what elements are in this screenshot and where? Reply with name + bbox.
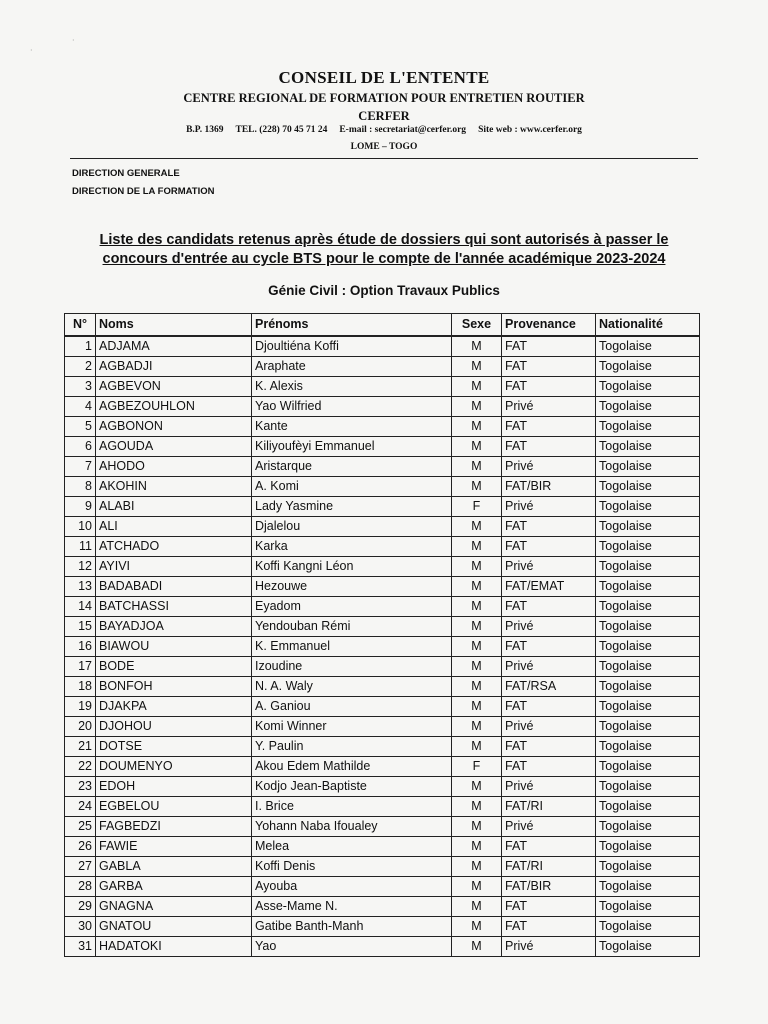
table-row — [65, 457, 700, 477]
row-number: 22 — [65, 757, 96, 777]
candidate-surname: EDOH — [96, 777, 252, 797]
candidate-provenance: Privé — [502, 937, 596, 957]
table-row — [65, 377, 700, 397]
table-row — [65, 657, 700, 677]
candidate-firstname: Kiliyoufèyi Emmanuel — [252, 437, 452, 457]
table-row — [65, 917, 700, 937]
candidate-firstname: Yendouban Rémi — [252, 617, 452, 637]
candidate-sex: M — [452, 817, 502, 837]
candidate-firstname: Eyadom — [252, 597, 452, 617]
candidate-sex: M — [452, 917, 502, 937]
candidate-surname: AGBADJI — [96, 357, 252, 377]
table-row — [65, 677, 700, 697]
table-row — [65, 336, 700, 357]
candidate-firstname: A. Ganiou — [252, 697, 452, 717]
candidate-sex: M — [452, 397, 502, 417]
row-number: 13 — [65, 577, 96, 597]
candidate-nationality: Togolaise — [596, 457, 700, 477]
candidate-nationality: Togolaise — [596, 357, 700, 377]
table-row — [65, 557, 700, 577]
list-title-line-1: Liste des candidats retenus après étude de dossiers qui sont autorisés à passer le — [99, 232, 669, 248]
candidate-nationality: Togolaise — [596, 557, 700, 577]
row-number: 1 — [65, 336, 96, 357]
candidate-nationality: Togolaise — [596, 637, 700, 657]
candidate-provenance: FAT — [502, 837, 596, 857]
candidate-provenance: Privé — [502, 557, 596, 577]
row-number: 25 — [65, 817, 96, 837]
candidate-surname: EGBELOU — [96, 797, 252, 817]
candidate-firstname: Yao Wilfried — [252, 397, 452, 417]
candidate-firstname: Yao — [252, 937, 452, 957]
candidate-sex: M — [452, 336, 502, 357]
table-row — [65, 877, 700, 897]
candidate-surname: BAYADJOA — [96, 617, 252, 637]
candidate-provenance: Privé — [502, 717, 596, 737]
candidate-firstname: N. A. Waly — [252, 677, 452, 697]
candidate-provenance: Privé — [502, 497, 596, 517]
candidate-sex: M — [452, 637, 502, 657]
candidate-surname: GABLA — [96, 857, 252, 877]
row-number: 5 — [65, 417, 96, 437]
candidate-firstname: Akou Edem Mathilde — [252, 757, 452, 777]
candidate-sex: M — [452, 537, 502, 557]
table-row — [65, 937, 700, 957]
row-number: 8 — [65, 477, 96, 497]
candidate-nationality: Togolaise — [596, 677, 700, 697]
candidate-provenance: FAT — [502, 637, 596, 657]
candidate-nationality: Togolaise — [596, 937, 700, 957]
header-provenance: Provenance — [502, 314, 596, 337]
candidate-sex: M — [452, 897, 502, 917]
table-row — [65, 537, 700, 557]
candidate-sex: M — [452, 837, 502, 857]
candidate-nationality: Togolaise — [596, 757, 700, 777]
candidate-nationality: Togolaise — [596, 897, 700, 917]
candidate-firstname: Aristarque — [252, 457, 452, 477]
scan-speck: · — [30, 46, 33, 55]
candidate-nationality: Togolaise — [596, 377, 700, 397]
row-number: 4 — [65, 397, 96, 417]
table-row — [65, 617, 700, 637]
candidate-nationality: Togolaise — [596, 617, 700, 637]
candidate-sex: M — [452, 417, 502, 437]
candidate-provenance: FAT — [502, 737, 596, 757]
row-number: 24 — [65, 797, 96, 817]
candidate-sex: M — [452, 577, 502, 597]
candidate-firstname: Djoultiéna Koffi — [252, 336, 452, 357]
row-number: 30 — [65, 917, 96, 937]
candidate-nationality: Togolaise — [596, 737, 700, 757]
candidate-firstname: Kodjo Jean-Baptiste — [252, 777, 452, 797]
candidate-nationality: Togolaise — [596, 917, 700, 937]
candidate-provenance: FAT — [502, 917, 596, 937]
candidate-nationality: Togolaise — [596, 497, 700, 517]
candidate-surname: DOTSE — [96, 737, 252, 757]
candidate-nationality: Togolaise — [596, 397, 700, 417]
table-row — [65, 357, 700, 377]
row-number: 23 — [65, 777, 96, 797]
header-noms: Noms — [96, 314, 252, 337]
table-row — [65, 637, 700, 657]
candidate-nationality: Togolaise — [596, 857, 700, 877]
table-row — [65, 417, 700, 437]
row-number: 3 — [65, 377, 96, 397]
candidate-nationality: Togolaise — [596, 817, 700, 837]
candidate-firstname: Djalelou — [252, 517, 452, 537]
org-abbreviation: CERFER — [358, 109, 410, 123]
candidate-surname: ALI — [96, 517, 252, 537]
table-row — [65, 757, 700, 777]
candidate-surname: GNATOU — [96, 917, 252, 937]
candidate-surname: BONFOH — [96, 677, 252, 697]
header-sexe: Sexe — [452, 314, 502, 337]
candidate-surname: AGOUDA — [96, 437, 252, 457]
table-row — [65, 437, 700, 457]
row-number: 29 — [65, 897, 96, 917]
direction-generale: DIRECTION GENERALE — [72, 168, 180, 179]
row-number: 2 — [65, 357, 96, 377]
candidate-firstname: Araphate — [252, 357, 452, 377]
candidate-firstname: Asse-Mame N. — [252, 897, 452, 917]
list-title-line-2: concours d'entrée au cycle BTS pour le compte de l'année académique 2023-2024 — [102, 251, 666, 267]
table-row — [65, 837, 700, 857]
candidate-firstname: Ayouba — [252, 877, 452, 897]
row-number: 18 — [65, 677, 96, 697]
phone-number: TEL. (228) 70 45 71 24 — [235, 125, 328, 135]
table-header-row — [65, 314, 700, 337]
row-number: 10 — [65, 517, 96, 537]
candidate-surname: BODE — [96, 657, 252, 677]
row-number: 12 — [65, 557, 96, 577]
table-row — [65, 497, 700, 517]
candidate-sex: M — [452, 377, 502, 397]
candidate-surname: FAWIE — [96, 837, 252, 857]
row-number: 31 — [65, 937, 96, 957]
candidate-provenance: FAT — [502, 437, 596, 457]
row-number: 9 — [65, 497, 96, 517]
candidate-sex: M — [452, 777, 502, 797]
candidate-nationality: Togolaise — [596, 837, 700, 857]
candidate-sex: M — [452, 357, 502, 377]
candidate-provenance: FAT/RI — [502, 857, 596, 877]
candidate-firstname: Kante — [252, 417, 452, 437]
candidate-nationality: Togolaise — [596, 597, 700, 617]
candidate-provenance: FAT — [502, 377, 596, 397]
candidate-provenance: FAT — [502, 517, 596, 537]
candidate-provenance: FAT/BIR — [502, 877, 596, 897]
candidate-nationality: Togolaise — [596, 697, 700, 717]
candidate-firstname: Karka — [252, 537, 452, 557]
candidate-surname: BADABADI — [96, 577, 252, 597]
row-number: 11 — [65, 537, 96, 557]
header-prenoms: Prénoms — [252, 314, 452, 337]
table-row — [65, 397, 700, 417]
candidate-provenance: FAT/EMAT — [502, 577, 596, 597]
candidate-sex: M — [452, 737, 502, 757]
candidate-provenance: Privé — [502, 397, 596, 417]
candidate-nationality: Togolaise — [596, 777, 700, 797]
table-row — [65, 897, 700, 917]
candidate-sex: M — [452, 617, 502, 637]
candidate-firstname: Y. Paulin — [252, 737, 452, 757]
candidate-provenance: FAT — [502, 417, 596, 437]
candidate-sex: M — [452, 717, 502, 737]
candidate-firstname: Melea — [252, 837, 452, 857]
candidate-firstname: Yohann Naba Ifoualey — [252, 817, 452, 837]
candidate-surname: DOUMENYO — [96, 757, 252, 777]
candidate-sex: M — [452, 597, 502, 617]
header-divider — [70, 158, 698, 159]
candidate-firstname: Koffi Denis — [252, 857, 452, 877]
candidate-provenance: Privé — [502, 817, 596, 837]
row-number: 15 — [65, 617, 96, 637]
candidate-surname: DJAKPA — [96, 697, 252, 717]
candidate-nationality: Togolaise — [596, 437, 700, 457]
candidate-nationality: Togolaise — [596, 336, 700, 357]
candidate-sex: M — [452, 457, 502, 477]
table-row — [65, 777, 700, 797]
candidate-surname: AGBONON — [96, 417, 252, 437]
candidate-surname: AYIVI — [96, 557, 252, 577]
candidate-provenance: Privé — [502, 657, 596, 677]
org-subtitle: CENTRE REGIONAL DE FORMATION POUR ENTRETIEN ROUTIER — [183, 91, 585, 105]
candidate-sex: M — [452, 557, 502, 577]
candidates-table — [64, 313, 700, 957]
row-number: 16 — [65, 637, 96, 657]
candidate-sex: F — [452, 497, 502, 517]
table-row — [65, 857, 700, 877]
candidate-firstname: Gatibe Banth-Manh — [252, 917, 452, 937]
candidate-sex: M — [452, 477, 502, 497]
table-row — [65, 597, 700, 617]
candidate-provenance: FAT/RSA — [502, 677, 596, 697]
candidate-surname: ATCHADO — [96, 537, 252, 557]
candidate-surname: ALABI — [96, 497, 252, 517]
table-row — [65, 737, 700, 757]
candidate-surname: DJOHOU — [96, 717, 252, 737]
row-number: 21 — [65, 737, 96, 757]
candidate-sex: M — [452, 797, 502, 817]
candidate-sex: M — [452, 437, 502, 457]
candidate-surname: AGBEZOUHLON — [96, 397, 252, 417]
candidate-sex: M — [452, 697, 502, 717]
candidate-provenance: FAT — [502, 897, 596, 917]
candidate-provenance: FAT — [502, 336, 596, 357]
candidate-surname: AKOHIN — [96, 477, 252, 497]
row-number: 20 — [65, 717, 96, 737]
candidate-surname: BIAWOU — [96, 637, 252, 657]
candidate-firstname: A. Komi — [252, 477, 452, 497]
candidate-provenance: FAT — [502, 697, 596, 717]
table-row — [65, 717, 700, 737]
contact-line — [0, 125, 768, 135]
row-number: 19 — [65, 697, 96, 717]
candidate-firstname: I. Brice — [252, 797, 452, 817]
candidate-surname: GNAGNA — [96, 897, 252, 917]
table-row — [65, 817, 700, 837]
candidate-provenance: FAT — [502, 537, 596, 557]
candidate-provenance: FAT — [502, 357, 596, 377]
candidate-surname: GARBA — [96, 877, 252, 897]
candidate-nationality: Togolaise — [596, 657, 700, 677]
candidate-provenance: FAT/BIR — [502, 477, 596, 497]
candidate-firstname: Izoudine — [252, 657, 452, 677]
email-address: E-mail : secretariat@cerfer.org — [339, 125, 467, 135]
candidate-surname: HADATOKI — [96, 937, 252, 957]
table-row — [65, 697, 700, 717]
candidate-surname: AHODO — [96, 457, 252, 477]
candidate-nationality: Togolaise — [596, 477, 700, 497]
candidate-surname: BATCHASSI — [96, 597, 252, 617]
header-num: N° — [65, 314, 96, 337]
candidate-nationality: Togolaise — [596, 797, 700, 817]
row-number: 17 — [65, 657, 96, 677]
direction-formation: DIRECTION DE LA FORMATION — [72, 186, 215, 197]
candidate-nationality: Togolaise — [596, 537, 700, 557]
candidate-provenance: FAT — [502, 757, 596, 777]
candidate-firstname: K. Alexis — [252, 377, 452, 397]
candidate-firstname: Hezouwe — [252, 577, 452, 597]
table-row — [65, 517, 700, 537]
candidate-nationality: Togolaise — [596, 577, 700, 597]
candidate-provenance: FAT/RI — [502, 797, 596, 817]
candidate-surname: FAGBEDZI — [96, 817, 252, 837]
row-number: 7 — [65, 457, 96, 477]
candidate-nationality: Togolaise — [596, 417, 700, 437]
candidate-provenance: FAT — [502, 597, 596, 617]
table-row — [65, 477, 700, 497]
row-number: 28 — [65, 877, 96, 897]
candidate-sex: M — [452, 657, 502, 677]
table-row — [65, 797, 700, 817]
row-number: 27 — [65, 857, 96, 877]
list-title — [60, 231, 708, 269]
candidate-provenance: Privé — [502, 777, 596, 797]
candidate-provenance: Privé — [502, 457, 596, 477]
candidate-provenance: Privé — [502, 617, 596, 637]
candidate-nationality: Togolaise — [596, 877, 700, 897]
candidate-surname: ADJAMA — [96, 336, 252, 357]
candidate-firstname: Lady Yasmine — [252, 497, 452, 517]
candidate-sex: M — [452, 857, 502, 877]
row-number: 14 — [65, 597, 96, 617]
header-nationalite: Nationalité — [596, 314, 700, 337]
row-number: 6 — [65, 437, 96, 457]
candidate-firstname: Koffi Kangni Léon — [252, 557, 452, 577]
candidate-sex: F — [452, 757, 502, 777]
candidate-nationality: Togolaise — [596, 717, 700, 737]
row-number: 26 — [65, 837, 96, 857]
org-name: CONSEIL DE L'ENTENTE — [278, 68, 490, 87]
table-row — [65, 577, 700, 597]
candidate-firstname: Komi Winner — [252, 717, 452, 737]
candidate-sex: M — [452, 937, 502, 957]
scan-speck: · — [72, 36, 75, 45]
candidate-sex: M — [452, 877, 502, 897]
postal-box: B.P. 1369 — [186, 125, 224, 135]
candidate-sex: M — [452, 677, 502, 697]
candidate-sex: M — [452, 517, 502, 537]
candidate-firstname: K. Emmanuel — [252, 637, 452, 657]
website: Site web : www.cerfer.org — [478, 125, 582, 135]
city: LOME – TOGO — [350, 142, 418, 152]
section-title: Génie Civil : Option Travaux Publics — [268, 283, 500, 298]
candidate-nationality: Togolaise — [596, 517, 700, 537]
table-body — [65, 336, 700, 957]
candidate-surname: AGBEVON — [96, 377, 252, 397]
